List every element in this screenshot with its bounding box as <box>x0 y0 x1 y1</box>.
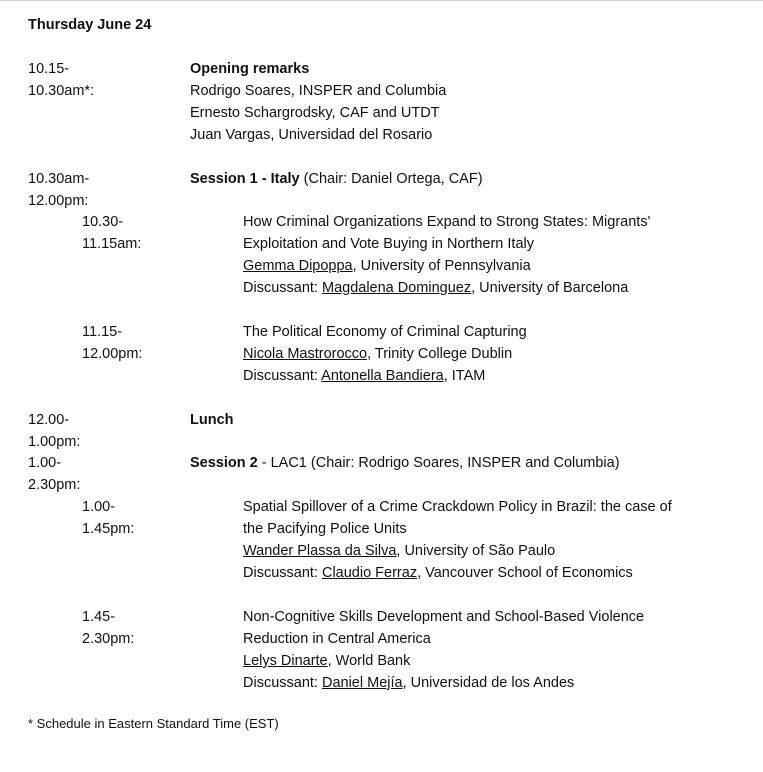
talk-title: the Pacifying Police Units <box>243 521 407 537</box>
discussant-label: Discussant: <box>243 280 322 296</box>
session1-title: Session 1 - Italy <box>190 171 300 187</box>
talk-title: Spatial Spillover of a Crime Crackdown Policy in Brazil: the case of <box>243 499 672 515</box>
session1-time: 10.30am-12.00pm: <box>28 171 90 209</box>
lunch-time: 12.00-1.00pm: <box>28 412 81 450</box>
discussant-label: Discussant: <box>243 368 322 384</box>
opening-speaker: Rodrigo Soares, INSPER and Columbia <box>190 83 447 99</box>
talk-title: How Criminal Organizations Expand to Strong States: Migrants' <box>243 214 651 230</box>
talk-time: 1.45-2.30pm: <box>82 609 135 647</box>
footnote: * Schedule in Eastern Standard Time (EST) <box>28 716 279 731</box>
talk-content <box>243 606 743 694</box>
discussant-name: Antonella Bandiera <box>321 368 444 384</box>
discussant-name: Magdalena Dominguez <box>321 280 472 296</box>
lunch-content <box>190 409 750 431</box>
discussant-affiliation: , ITAM <box>443 368 486 384</box>
author-affiliation: , University of São Paulo <box>396 543 556 559</box>
session2-time: 1.00-2.30pm: <box>28 455 81 493</box>
top-divider <box>0 0 763 1</box>
discussant-name: Claudio Ferraz <box>321 565 418 581</box>
discussant-affiliation: , Universidad de los Andes <box>402 675 575 691</box>
talk-content <box>243 321 743 387</box>
session2-title-line <box>190 452 750 474</box>
session1-title-line <box>190 168 750 190</box>
talk-time: 10.30-11.15am: <box>82 214 142 252</box>
lunch-title: Lunch <box>190 412 234 428</box>
opening-title: Opening remarks <box>190 61 310 77</box>
opening-speaker: Ernesto Schargrodsky, CAF and UTDT <box>190 105 440 121</box>
discussant-label: Discussant: <box>243 675 322 691</box>
opening-time: 10.15-10.30am*: <box>28 61 95 99</box>
talk-time: 1.00-1.45pm: <box>82 499 135 537</box>
talk-content <box>243 211 743 299</box>
discussant-name: Daniel Mejía <box>321 675 403 691</box>
talk-title: The Political Economy of Criminal Capturing <box>243 324 527 340</box>
author-name: Nicola Mastrorocco <box>243 346 368 362</box>
author-name: Gemma Dipoppa <box>243 258 353 274</box>
talk-title: Exploitation and Vote Buying in Northern Italy <box>243 236 534 252</box>
day-title: Thursday June 24 <box>28 17 152 33</box>
session2-title: Session 2 <box>190 455 258 471</box>
opening-speaker: Juan Vargas, Universidad del Rosario <box>190 127 433 143</box>
discussant-label: Discussant: <box>243 565 322 581</box>
author-affiliation: , World Bank <box>327 653 411 669</box>
talk-content <box>243 496 743 584</box>
session2-subtitle: - LAC1 (Chair: Rodrigo Soares, INSPER and Columbia) <box>257 455 620 471</box>
author-affiliation: , University of Pennsylvania <box>352 258 531 274</box>
discussant-affiliation: , University of Barcelona <box>471 280 629 296</box>
session1-chair: (Chair: Daniel Ortega, CAF) <box>303 171 483 187</box>
talk-time: 11.15-12.00pm: <box>82 324 143 362</box>
author-affiliation: , Trinity College Dublin <box>367 346 513 362</box>
author-name: Lelys Dinarte <box>243 653 328 669</box>
talk-title: Non-Cognitive Skills Development and School-Based Violence <box>243 609 645 625</box>
discussant-affiliation: , Vancouver School of Economics <box>417 565 633 581</box>
talk-title: Reduction in Central America <box>243 631 431 647</box>
author-name: Wander Plassa da Silva <box>243 543 397 559</box>
opening-content <box>190 58 750 146</box>
